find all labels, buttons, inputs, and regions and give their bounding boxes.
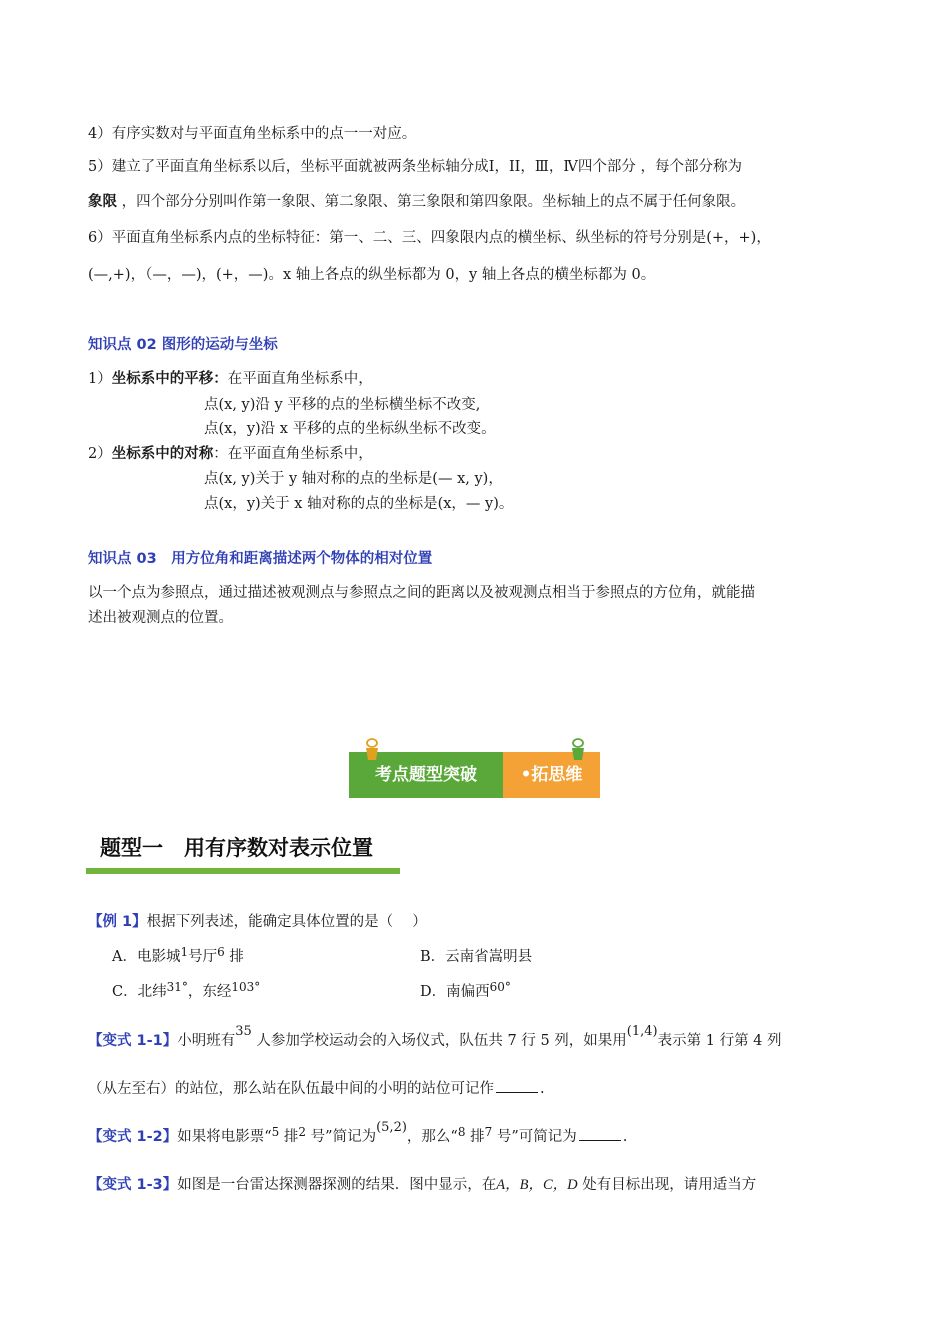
translation-rule-a: 点(x, y)沿 y 平移的点的坐标横坐标不改变, [204, 397, 481, 413]
translation-intro: 在平面直角坐标系中， [227, 371, 373, 387]
item-5-line1: 5）建立了平面直角坐标系以后，坐标平面就被两条坐标轴分成Ⅰ，II，Ⅲ，Ⅳ四个部分 ，每个部分称为 [88, 159, 742, 175]
option-d [420, 980, 511, 1001]
translation-term: 坐标系中的平移： [111, 370, 228, 387]
symmetry-rule [88, 442, 373, 463]
option-a-label: A．电影城 [112, 949, 181, 965]
target-letters: A，B，C，D [496, 1177, 578, 1193]
banner-right-text: •拓思维 [520, 765, 583, 785]
knowledge-3-line1: 以一个点为参照点，通过描述被观测点与参照点之间的距离以及被观测点相当于参照点的方位角，就能描 [88, 585, 755, 601]
answer-blank[interactable] [579, 1128, 621, 1141]
option-c-num1: 31° [166, 980, 188, 994]
item-4: 4）有序实数对与平面直角坐标系中的点一一对应。 [88, 126, 417, 142]
example-tag: 【例 1】 [88, 914, 147, 930]
variant-tag: 【变式 1-1】 [88, 1033, 178, 1049]
section-title [86, 830, 400, 874]
variant-1-1-line2 [88, 1077, 545, 1098]
item-6-line1: 6）平面直角坐标系内点的坐标特征：第一、二、三、四象限内点的横坐标、纵坐标的符号分别是(+，+)， [88, 230, 771, 246]
quadrant-term: 象限 [88, 193, 117, 210]
option-a-mid: 号厅 [188, 949, 218, 965]
variant-end: . [622, 1129, 628, 1145]
coordinate-pair: (1,4) [626, 1024, 658, 1039]
option-b: B．云南省嵩明县 [420, 949, 533, 965]
variant-number: 7 [484, 1125, 493, 1139]
variant-number: 2 [298, 1125, 307, 1139]
knowledge-2-heading: 知识点 02 图形的运动与坐标 [88, 337, 278, 353]
variant-number: 35 [235, 1024, 252, 1039]
symmetry-rule-a: 点(x, y)关于 y 轴对称的点的坐标是(— x, y)， [204, 471, 503, 487]
variant-text: 号”简记为 [306, 1129, 377, 1145]
option-c-mid: ，东经 [187, 984, 232, 1000]
variant-text: 如图是一台雷达探测器探测的结果．图中显示，在 [177, 1177, 497, 1193]
binder-clip-icon [571, 738, 585, 760]
variant-tag: 【变式 1-2】 [88, 1129, 178, 1145]
section-title-text: 题型一 用有序数对表示位置 [100, 836, 373, 860]
option-a [112, 945, 244, 966]
coordinate-pair: (5,2) [376, 1120, 407, 1135]
option-c [112, 980, 260, 1001]
symmetry-term: 坐标系中的对称 [111, 445, 214, 462]
knowledge-3-heading: 知识点 03 用方位角和距离描述两个物体的相对位置 [88, 551, 433, 567]
variant-1-1-line1 [88, 1024, 782, 1050]
item-6-line2: (—,+)，（—，—)，(+，—)。x 轴上各点的纵坐标都为 0，y 轴上各点的横坐标都为 0。 [88, 267, 656, 283]
variant-text: 排 [279, 1129, 299, 1145]
variant-tag: 【变式 1-3】 [88, 1177, 178, 1193]
variant-text: 人参加学校运动会的入场仪式，队伍共 7 行 5 列，如果用 [251, 1033, 627, 1049]
variant-text: 处有目标出现，请用适当方 [577, 1177, 757, 1193]
variant-end: . [540, 1081, 545, 1097]
variant-text: 号”可简记为 [492, 1129, 577, 1145]
variant-text: 排 [465, 1129, 485, 1145]
item-5-line2 [88, 190, 745, 211]
section-title-underline [86, 868, 400, 874]
option-d-label: D．南偏西 [420, 984, 490, 1000]
variant-1-2 [88, 1120, 628, 1146]
option-a-num2: 6 [217, 945, 225, 959]
answer-blank[interactable] [496, 1080, 538, 1093]
knowledge-3-line2: 述出被观测点的位置。 [88, 610, 233, 626]
variant-text: 表示第 1 行第 4 列 [657, 1033, 782, 1049]
binder-clip-icon [365, 738, 379, 760]
symmetry-rule-b: 点(x，y)关于 x 轴对称的点的坐标是(x，— y)。 [204, 496, 514, 512]
variant-1-3 [88, 1173, 756, 1194]
option-c-num2: 103° [231, 980, 261, 994]
section-banner [349, 752, 600, 798]
question-text: 根据下列表述，能确定具体位置的是（ ） [146, 914, 427, 930]
variant-number: 8 [457, 1125, 466, 1139]
variant-text: ，那么“ [406, 1129, 458, 1145]
option-c-label: C．北纬 [112, 984, 167, 1000]
item-5-line2-text: ，四个部分分别叫作第一象限、第二象限、第三象限和第四象限。坐标轴上的点不属于任何象限。 [117, 194, 746, 210]
variant-number: 5 [271, 1125, 280, 1139]
variant-text: 如果将电影票“ [177, 1129, 272, 1145]
rule-number: 2） [88, 446, 112, 462]
option-a-end: 排 [224, 949, 244, 965]
variant-text: （从左至右）的站位，那么站在队伍最中间的小明的站位可记作 [88, 1081, 494, 1097]
translation-rule-b: 点(x，y)沿 x 平移的点的坐标纵坐标不改变。 [204, 421, 496, 437]
example-1-question [88, 910, 427, 931]
symmetry-intro: ：在平面直角坐标系中， [213, 446, 373, 462]
banner-left-text: 考点题型突破 [375, 765, 477, 785]
option-d-num: 60° [489, 980, 511, 994]
variant-text: 小明班有 [177, 1033, 236, 1049]
option-a-num1: 1 [180, 945, 189, 959]
rule-number: 1） [88, 371, 112, 387]
translation-rule [88, 367, 373, 388]
